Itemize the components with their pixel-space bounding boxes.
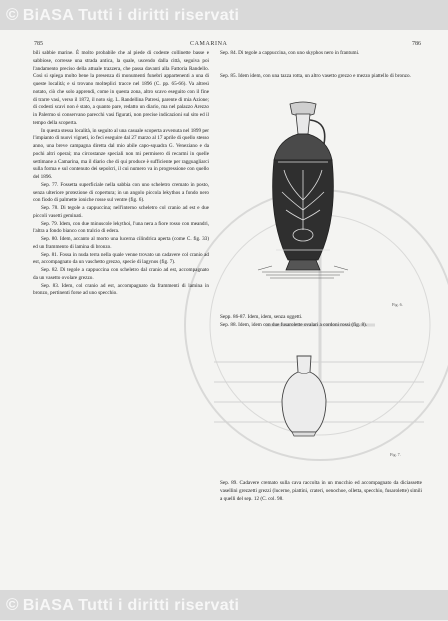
right-paragraph-mid-2: Sep. 88. Idem, idem con due fusarolette ovalari a cordoni rossi (fig. 8). xyxy=(220,322,368,328)
page-number-left: 785 xyxy=(34,41,43,47)
copyright-text: BiASA Tutti i diritti riservati xyxy=(22,597,240,614)
paragraph: Sep. 81. Fossa in nuda terra nella quale venne trovato un cadavere col cranio ad est, accompagnato da un vaschetto grezzo, specie di lagynos (fig. 7). xyxy=(33,251,209,266)
copyright-banner-bottom xyxy=(0,590,448,620)
paragraph: Sep. 79. Idem, con due minuscole lekythoi, l'una nera a fiore rosso con meandri, l'altra a fondo bianco con tralcio di edera. xyxy=(33,220,209,235)
left-column xyxy=(33,50,209,298)
figure-caption: Fig. 6. xyxy=(392,302,403,307)
copyright-banner-top xyxy=(0,0,448,30)
paragraph: Sep. 80. Idem, accanto al morto una lucerna cilindrica aperta (come C. fig. 33) ed un frammento di lamina di bronzo. xyxy=(33,236,209,250)
figure-caption: Fig. 7. xyxy=(390,452,401,457)
copyright-text: BiASA Tutti i diritti riservati xyxy=(22,7,240,24)
paragraph: Sep. 83. Idem, col cranio ad est, accompagnato da frammenti di lamina in bronzo, pertinenti forse ad uno specchio. xyxy=(33,282,209,297)
copyright-symbol: © xyxy=(6,595,19,614)
right-paragraph-top-2: Sep. 85. Idem idem, con una tazza rotta, un altro vasetto grezzo e mezzo piattello di bronzo. xyxy=(220,73,411,79)
paragraph: Sep. 77. Fossetta superficiale nella sabbia con uno scheletro cremato in posto, senza ulteriore protezione di copertura; in un angolo piccola lekythos a fondo nero con fiodo di palmette ioniche rosse sul ventre (fig. 6). xyxy=(33,181,209,204)
lekythos-illustration xyxy=(248,100,358,300)
page-number-right: 786 xyxy=(412,41,421,47)
paragraph: In questa stessa località, in seguito al una casuale scoperta avvenuta nel 1899 per l'impianto di nuovi vigneti, io feci eseguire dal 27 marzo al 17 aprile di quello stesso anno, una breve campagna diretta dal mio abile capo-squadra G. Veneziano e da pochi altri operai; ma circostanze speciali non mi permisero di recarmi in quelle settimane a Camarina, ma il diario che di qui produce è sufficiente per ragguagliarci sulla forma e sul contenuto dei sepolcri, il cui numero va in progressione con quello del 1896. xyxy=(33,127,209,180)
paragraph: Sep. 78. Di tegole a cappuccina; nell'interno scheletro col cranio ad est e due piccoli vasetti geminati. xyxy=(33,205,209,219)
right-paragraph-top: Sep. 84. Di tegole a cappuccina, con uno skyphos nero in frantumi. xyxy=(220,50,360,56)
running-title: CAMARINA xyxy=(190,41,228,47)
lagynos-illustration xyxy=(264,352,344,442)
right-paragraph-bottom: Sep. 89. Cadavere cremato sulla cava raccolta in un mucchio ed accompagnato da diciassette vasellini grezzetti grezzi (lucerne, piattini, crateri, oenochoe, olletta, specchio, fusarolette) simili a quelli del sep. 12 (C. col. 98. xyxy=(220,480,422,502)
paragraph: bili sabbie marine. È molto probabile che al piede di codeste collinette basse e sabbiose, corresse una strada antica, la quale, uscendo dalla città, seguiva poi l'andamento preciso della attuale trazzera, che passa davanti alla Fattoria Randello. Così si spiega molto bene la presenza di monumenti funebri appartenenti a una di queste località; e si trovano molteplici tracce nel 1896 (C. pp. 65-66). Va altresì notato, ciò che solo apprendi, come in questa zona, altro scavo eseguito con il fine di trarre vasi, verso il 1872, il noto sig. L. Randellina Patresi, parente di mia Azione; di codesti scavi non è stato, a quanto pare, redatto un diario, ma nel palazzo Arezzo in Palermo si conservano parecchi vasi figurati, non precise indicazioni sul sito ed il tempo della scoperta. xyxy=(33,50,209,126)
right-paragraph-mid: Sepp. 86-87. Idem, idem, senza oggetti. xyxy=(220,314,303,320)
paragraph: Sep. 82. Di tegole a cappuccina con scheletro dal cranio ad est, accompagnato da un vasetto ovolare grezzo. xyxy=(33,267,209,281)
copyright-symbol: © xyxy=(6,5,19,24)
